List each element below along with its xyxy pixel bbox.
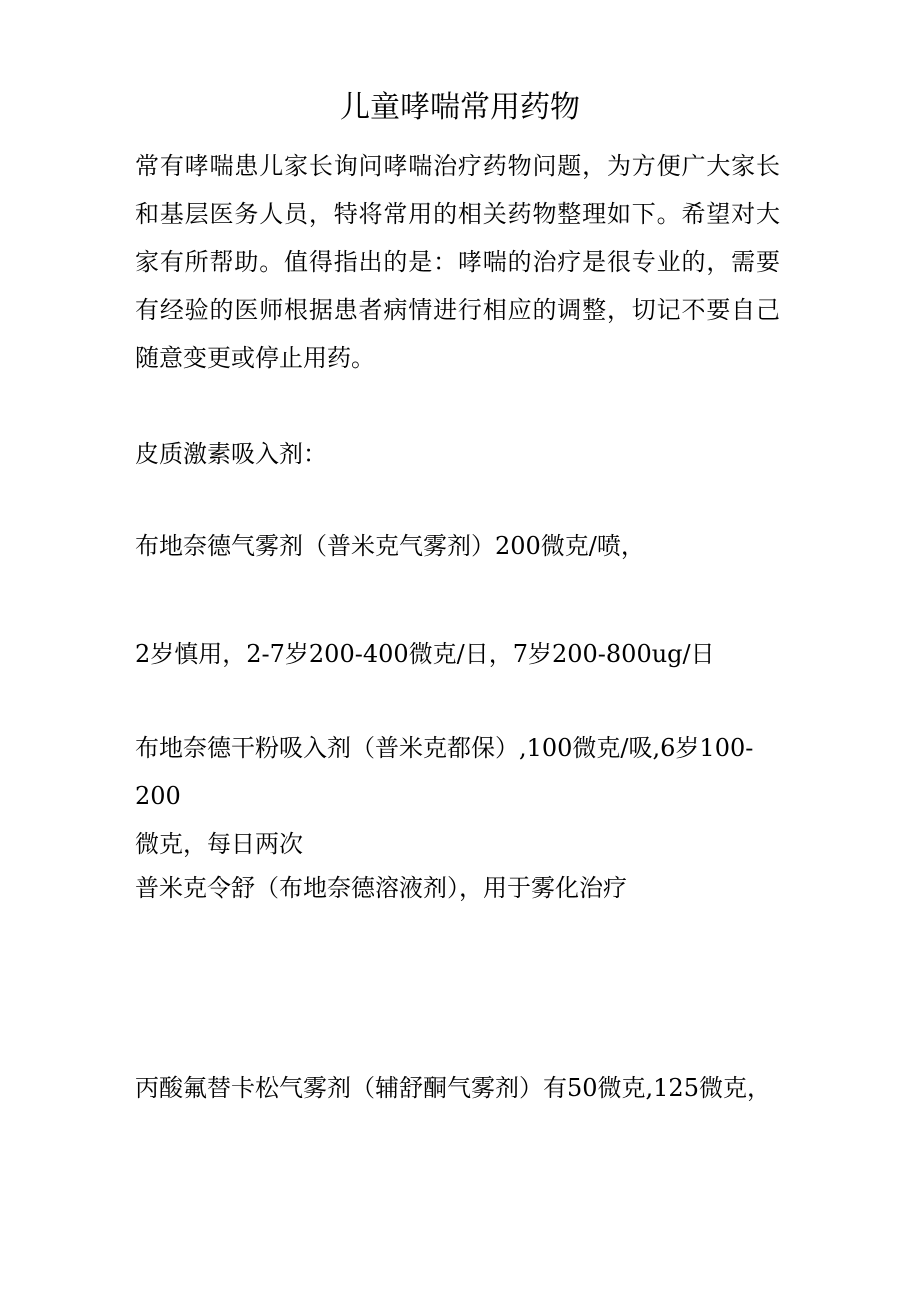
drug-item-budesonide-powder xyxy=(135,724,780,868)
drug-item-budesonide-aerosol: 布地奈德气雾剂（普米克气雾剂）200微克/喷， xyxy=(135,532,645,560)
drug-item-dosage-by-age: 2岁慎用，2-7岁200-400微克/日，7岁200-800ug/日 xyxy=(135,640,715,668)
drug-item-budesonide-powder-line2: 微克，每日两次 xyxy=(135,830,303,858)
drug-item-budesonide-powder-line1: 布地奈德干粉吸入剂（普米克都保）,100微克/吸,6岁100-200 xyxy=(135,734,754,810)
intro-paragraph: 常有哮喘患儿家长询问哮喘治疗药物问题，为方便广大家长和基层医务人员，特将常用的相关药物整理如下。希望对大家有所帮助。值得指出的是：哮喘的治疗是很专业的，需要有经验的医师根据患者病情进行相应的调整，切记不要自己随意变更或停止用药。 xyxy=(135,152,780,372)
document-title: 儿童哮喘常用药物 xyxy=(340,90,580,125)
drug-item-pulmicort-respules: 普米克令舒（布地奈德溶液剂），用于雾化治疗 xyxy=(135,874,627,902)
drug-item-fluticasone-aerosol: 丙酸氟替卡松气雾剂（辅舒酮气雾剂）有50微克,125微克， xyxy=(135,1074,771,1102)
section-heading: 皮质激素吸入剂： xyxy=(135,440,327,468)
